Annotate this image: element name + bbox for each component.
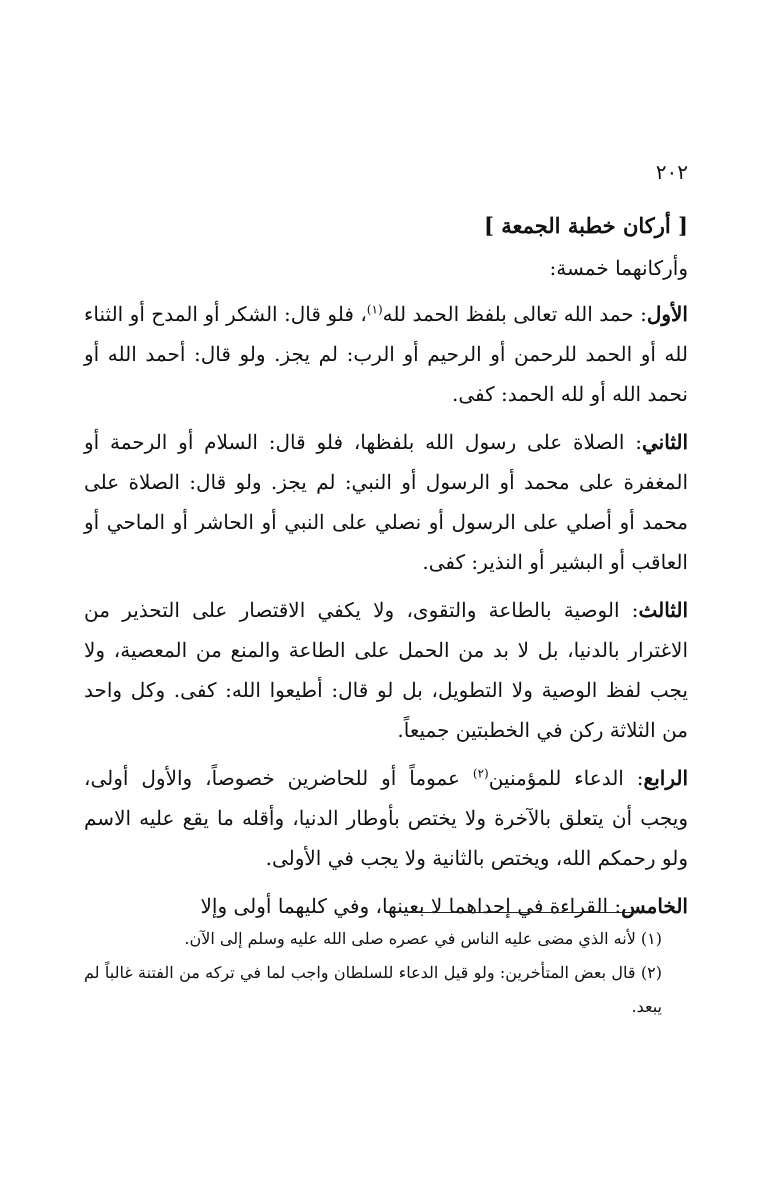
- footnotes: [84, 922, 688, 1024]
- footnote-1: (١) لأنه الذي مضى عليه الناس في عصره صلى الله عليه وسلم إلى الآن.: [184, 929, 662, 948]
- intro-line: وأركانهما خمسة:: [549, 256, 688, 280]
- pillar-fourth-key: الرابع: [643, 766, 688, 790]
- pillar-fourth-text-rest: عموماً أو للحاضرين خصوصاً، والأول أولى، ويجب أن يتعلق بالآخرة ولا يختص بأوطار الدنيا، وأقله ما يقع عليه الاسم ولو رحمكم الله، ويختص بالثانية ولا يجب في الأولى.: [84, 766, 688, 870]
- pillar-first-key: الأول: [646, 302, 688, 326]
- section-heading: [ أركان خطبة الجمعة ]: [483, 213, 688, 238]
- footnote-divider: [410, 912, 635, 913]
- pillar-third: [84, 590, 688, 750]
- pillar-first-text-rest: ، فلو قال: الشكر أو المدح أو الثناء لله أو الحمد للرحمن أو الرحيم أو الرب: لم يجز. ولو قال: أحمد الله أو نحمد الله أو لله الحمد: كفى.: [84, 302, 688, 406]
- pillar-fifth-text: : القراءة في إحداهما لا بعينها، وفي كليهما أولى وإلا: [200, 894, 622, 918]
- pillar-fifth: [84, 886, 688, 926]
- pillar-fifth-key: الخامس: [621, 894, 688, 918]
- pillar-second: [84, 422, 688, 582]
- pillar-fourth-text: : الدعاء للمؤمنين: [488, 766, 644, 790]
- footnote-ref-1[interactable]: (١): [366, 302, 383, 317]
- footnote-2: (٢) قال بعض المتأخرين: ولو قيل الدعاء للسلطان واجب لما في تركه من الفتنة غالباً لم يبعد.: [84, 963, 662, 1016]
- pillar-fourth: [84, 758, 688, 878]
- page-number: ٢٠٢: [655, 160, 688, 184]
- footnote-ref-2[interactable]: (٢): [472, 766, 489, 781]
- pillar-first-text: : حمد الله تعالى بلفظ الحمد لله: [382, 302, 647, 326]
- pillar-third-text: : الوصية بالطاعة والتقوى، ولا يكفي الاقتصار على التحذير من الاغترار بالدنيا، بل لا بد من الحمل على الطاعة والمنع من المعصية، ولا يجب لفظ الوصية ولا التطويل، بل لو قال: أطيعوا الله: كفى. وكل واحد من الثلاثة ركن في الخطبتين جميعاً.: [84, 598, 688, 742]
- pillar-second-key: الثاني: [642, 430, 689, 454]
- main-text: [84, 198, 688, 934]
- pillar-second-text: : الصلاة على رسول الله بلفظها، فلو قال: السلام أو الرحمة أو المغفرة على محمد أو الرسول أو النبي: لم يجز. ولو قال: الصلاة على محمد أو أصلي على الرسول أو نصلي على النبي أو الحاشر أو الماحي أو العاقب أو البشير أو النذير: كفى.: [84, 430, 688, 574]
- pillar-third-key: الثالث: [638, 598, 688, 622]
- pillar-first: [84, 294, 688, 414]
